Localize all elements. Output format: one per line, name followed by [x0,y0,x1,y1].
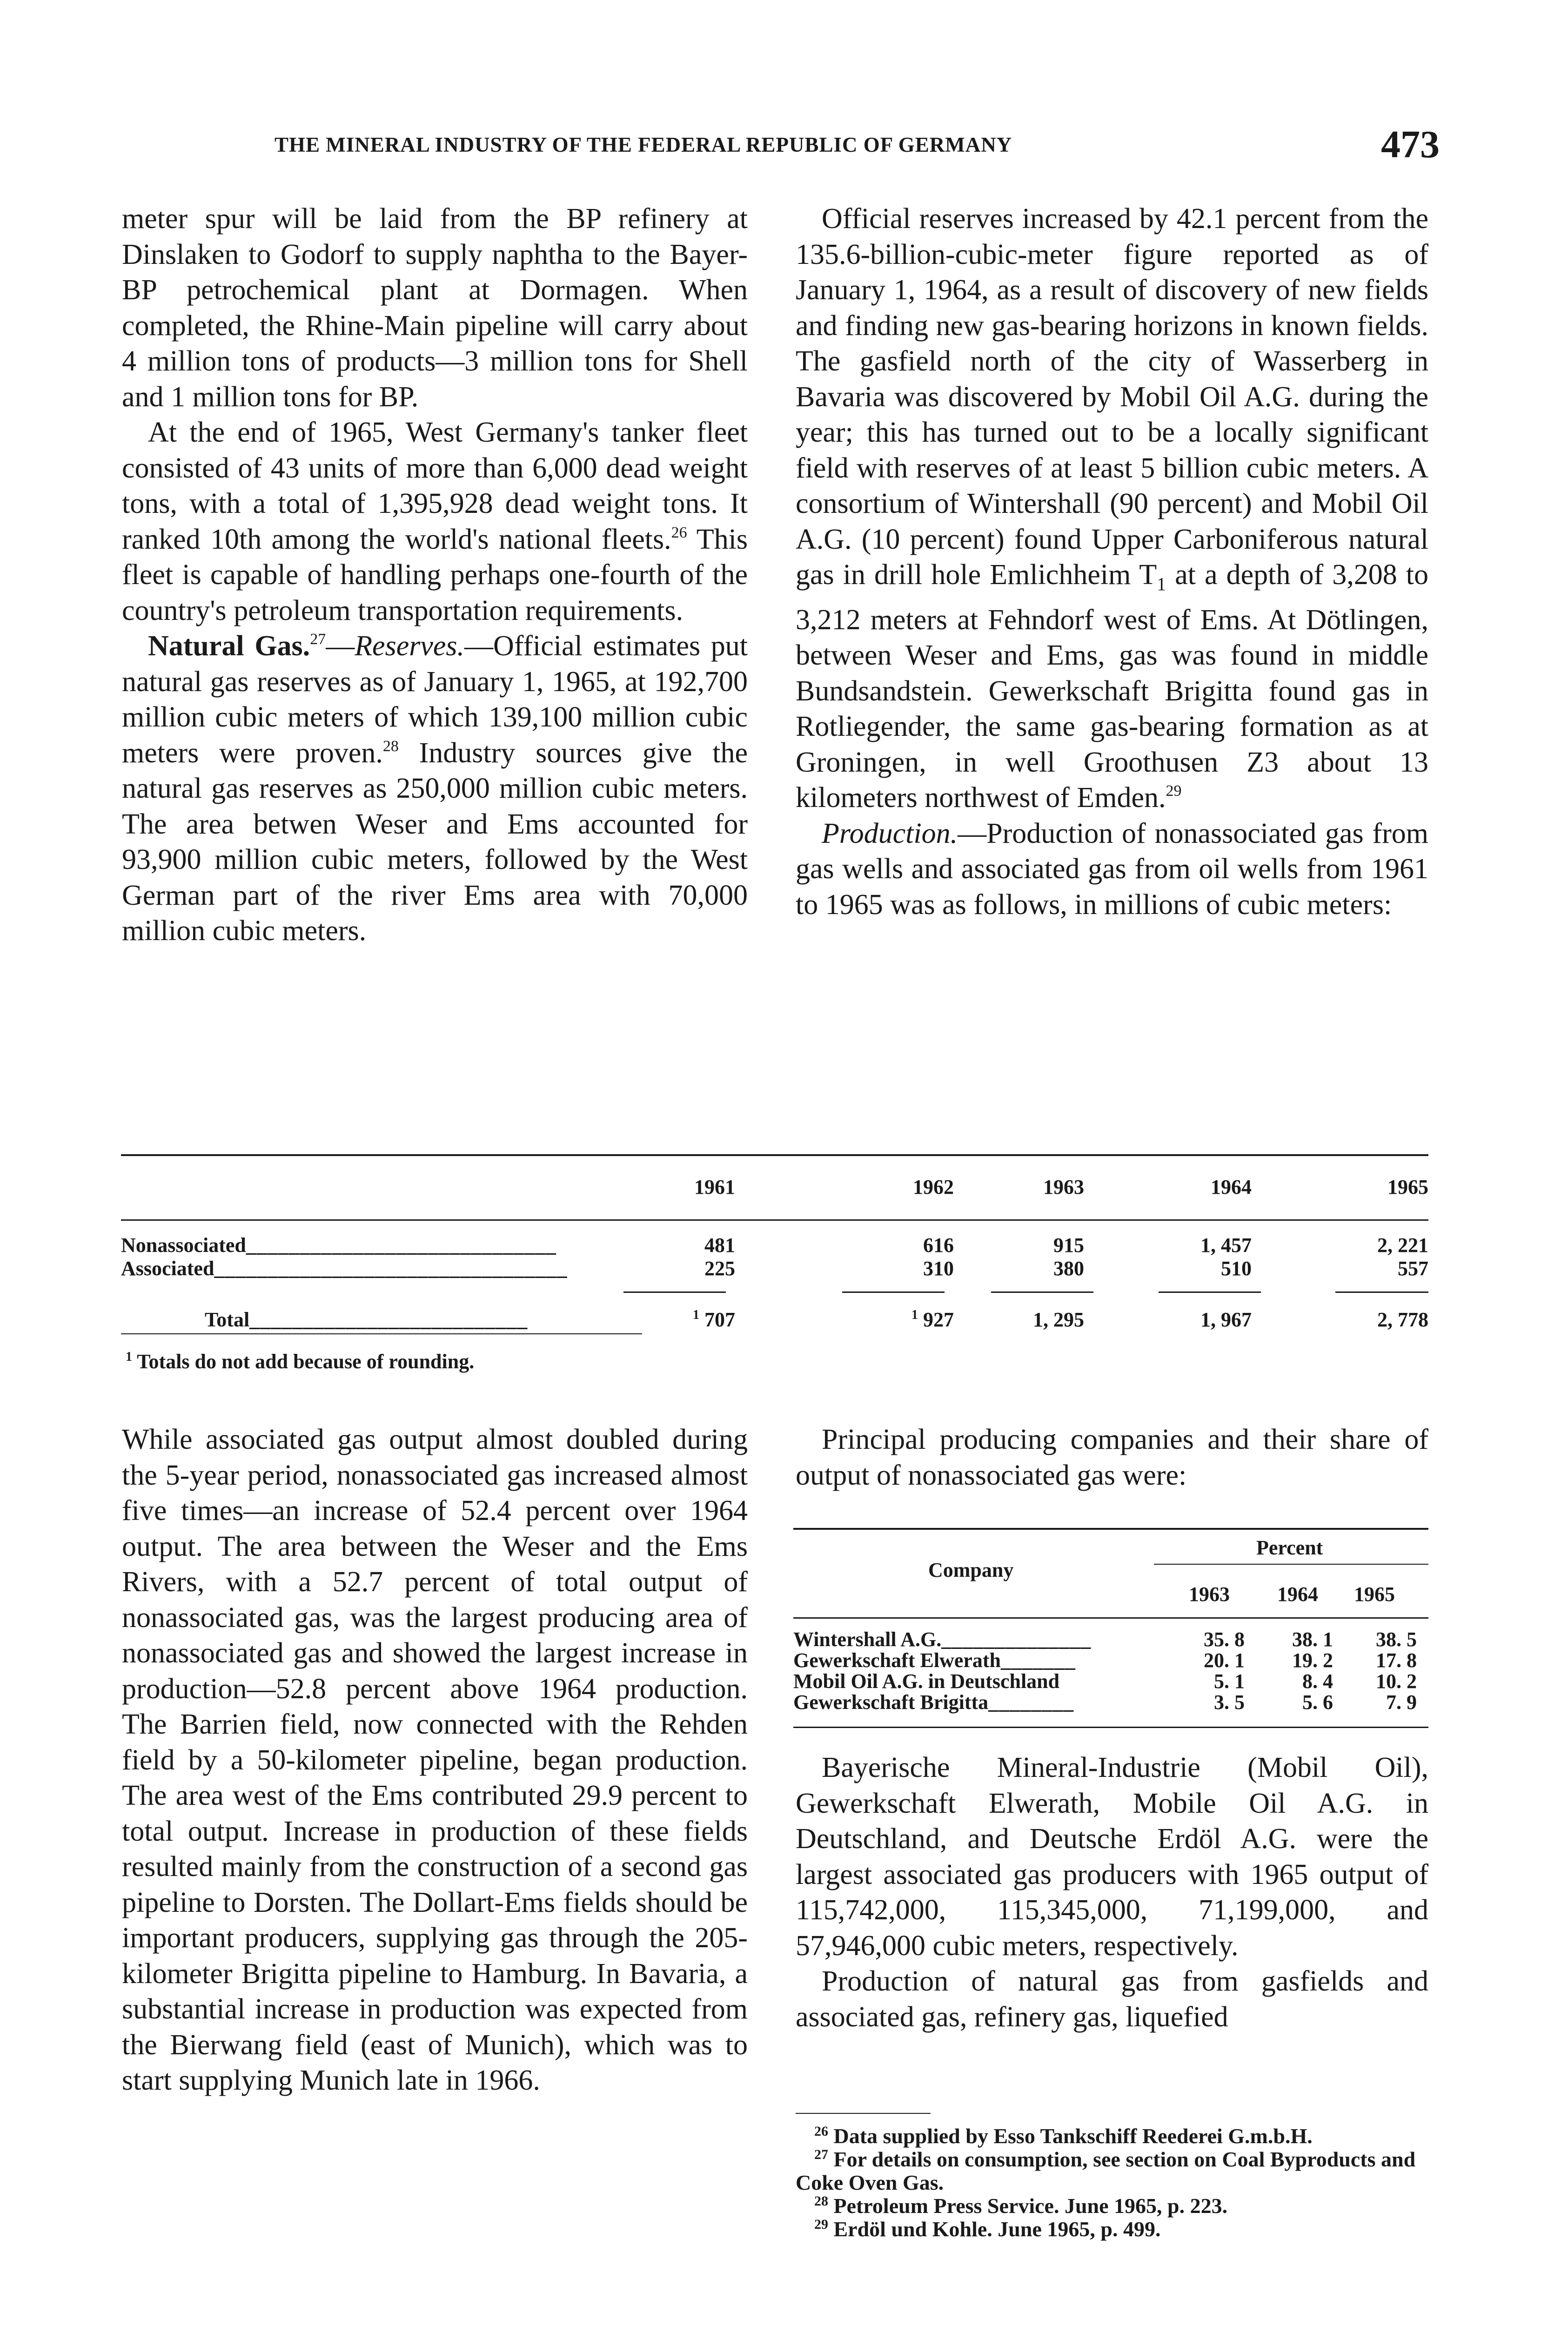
table-rule [793,1617,1428,1619]
text: Industry sources give the natural gas reserves as 250,000 million cubic meters. The area betwen Weser and Ems accounted for 93,900 million cubic meters, followed by the West German part of the river Ems area with 70,000 million cubic meters. [122,737,748,947]
cell: 1, 295 [1033,1308,1084,1331]
table-row [793,1650,1428,1671]
row-label: Wintershall A.G.______________ [793,1628,1092,1651]
paragraph [122,628,748,949]
cell: 3. 5 [1214,1691,1245,1714]
table-footnote: $^1$ Totals do not add because of rounding. [126,1350,475,1373]
column-header: 1963 [1043,1176,1084,1198]
text: —Official estimates put natural gas reserves as of January 1, 1965, at 192,700 million cubic meters of which 139,100 million cubic meters were proven. [122,630,748,769]
column-header: Percent [1256,1536,1323,1559]
page-number: 473 [1381,123,1440,166]
table-row [793,1692,1428,1713]
cell: 225 [704,1257,735,1280]
footnotes [796,2125,1428,2241]
paragraph [796,816,1428,923]
table-rule [121,1219,1428,1221]
column-header: 1961 [694,1176,735,1198]
table-rule [793,1528,1428,1530]
text: at a depth of 3,208 to 3,212 meters at Fehndorf west of Ems. At Dötlingen, between Weser and Ems, gas was found in middle Bundsandstein. Gewerkschaft Brigitta found gas in Rotliegender, the same gas-bearing formation as at Groningen, in well Groothusen Z3 about 13 kilometers northwest of Emden. [796,559,1428,814]
cell: 38. 1 [1292,1628,1333,1651]
table-rule [1154,1564,1428,1565]
footnote-ref: 26 [671,524,687,541]
cell: $^1$ 707 [693,1308,735,1331]
right-column-bottom [796,1422,1428,1493]
footnote: $^{26}$ Data supplied by Esso Tankschiff Reederei G.m.b.H. [814,2124,1313,2148]
cell: 2, 778 [1377,1308,1428,1331]
footnote-ref: 28 [382,737,399,755]
paragraph: meter spur will be laid from the BP refinery at Dinslaken to Godorf to supply naphtha to the Bayer-BP petrochemical plant at Dormagen. When completed, the Rhine-Main pipeline will carry about 4 million tons of products—3 million tons for Shell and 1 million tons for BP. [122,203,748,413]
row-label: Nonassociated_____________________________ [121,1234,556,1257]
cell: 1, 967 [1200,1308,1252,1331]
cell: 7. 9 [1386,1691,1417,1714]
cell: 481 [704,1234,735,1257]
text: At the end of 1965, West Germany's tanker fleet consisted of 43 units of more than 6,000 dead weight tons, with a total of 1,395,928 dead weight tons. It ranked 10th among the world's national fleets. [122,417,748,555]
subscript: 1 [1157,573,1166,595]
paragraph: While associated gas output almost doubled during the 5-year period, nonassociated gas increased almost five times—an increase of 52.4 percent over 1964 output. The area between the Weser and the Ems Rivers, with a 52.7 percent of total output of nonassociated gas, was the largest producing area of nonassociated gas and showed the largest increase in production—52.8 percent above 1964 production. The Barrien field, now connected with the Rehden field by a 50-kilometer pipeline, began production. The area west of the Ems contributed 29.9 percent to total output. Increase in production of these fields resulted mainly from the construction of a second gas pipeline to Dorsten. The Dollart-Ems fields should be important producers, supplying gas through the 205-kilometer Brigitta pipeline to Hamburg. In Bavaria, a substantial increase in production was expected from the Bierwang field (east of Munich), which was to start supplying Munich late in 1966. [122,1424,748,2096]
paragraph: Bayerische Mineral-Industrie (Mobil Oil), Gewerkschaft Elwerath, Mobile Oil A.G. in Deutschland, and Deutsche Erdöl A.G. were the largest associated gas producers with 1965 output of 115,742,000, 115,345,000, 71,199,000, and 57,946,000 cubic meters, respectively. [796,1752,1428,1962]
table-rule [121,1154,1428,1156]
text: This fleet is capable of handling perhaps one-fourth of the country's petroleum transportation requirements. [122,523,748,626]
column-header: Company [928,1559,1014,1581]
cell: 557 [1398,1257,1428,1280]
subsection-heading: Production. [822,817,958,849]
row-label: Total__________________________ [205,1308,528,1331]
cell: 2, 221 [1377,1234,1428,1257]
total-rule [842,1291,945,1293]
cell: 380 [1053,1257,1084,1280]
subsection-heading: Reserves. [355,630,465,662]
row-label: Mobil Oil A.G. in Deutschland [793,1670,1060,1693]
paragraph: Production of natural gas from gasfields and associated gas, refinery gas, liquefied [796,1965,1428,2033]
cell: 19. 2 [1292,1649,1333,1672]
cell: 35. 8 [1204,1628,1245,1651]
footnote-ref: 27 [310,631,326,648]
cell: 915 [1053,1234,1084,1257]
footnote-rule [121,1333,642,1334]
section-heading: Natural Gas. [148,630,310,662]
table-rule [793,1727,1428,1728]
total-rule [1335,1291,1428,1293]
cell: 17. 8 [1376,1649,1417,1672]
cell: 1, 457 [1200,1234,1252,1257]
cell: 20. 1 [1204,1649,1245,1672]
left-column-bottom [122,1422,748,2098]
cell: $^1$ 927 [911,1308,954,1331]
footnote: $^{27}$ For details on consumption, see section on Coal Byproducts and Coke Oven Gas. [796,2147,1416,2194]
cell: 10. 2 [1376,1670,1417,1693]
paragraph [122,415,748,628]
row-label: Gewerkschaft Elwerath_______ [793,1649,1076,1672]
total-rule [991,1291,1093,1293]
footnote: $^{28}$ Petroleum Press Service. June 1965, p. 223. [814,2193,1228,2218]
text: — [326,630,355,662]
table-row [793,1671,1428,1692]
column-header: 1963 [1189,1583,1230,1606]
company-rows [793,1629,1428,1713]
row-label: Gewerkschaft Brigitta________ [793,1691,1074,1714]
text: —Production of nonassociated gas from gas wells and associated gas from oil wells from 1961 to 1965 was as follows, in millions of cubic meters: [796,817,1428,921]
cell: 616 [923,1234,954,1257]
footnote-rule [796,2113,931,2114]
total-rule [623,1291,726,1293]
right-column-top [796,201,1428,922]
cell: 5. 1 [1214,1670,1245,1693]
running-title: THE MINERAL INDUSTRY OF THE FEDERAL REPUBLIC OF GERMANY [275,133,1012,156]
cell: 310 [923,1257,954,1280]
total-rule [1159,1291,1261,1293]
footnote: $^{29}$ Erdöl und Kohle. June 1965, p. 499. [814,2217,1161,2241]
column-header: 1964 [1211,1176,1252,1198]
table-row [793,1629,1428,1650]
text: Official reserves increased by 42.1 percent from the 135.6-billion-cubic-meter figure reported as of January 1, 1964, as a result of discovery of new fields and finding new gas-bearing horizons in known fields. The gasfield north of the city of Wasserberg in Bavaria was discovered by Mobil Oil A.G. during the year; this has turned out to be a locally significant field with reserves of at least 5 billion cubic meters. A consortium of Wintershall (90 percent) and Mobil Oil A.G. (10 percent) found Upper Carboniferous natural gas in drill hole Emlichheim T [796,203,1428,591]
paragraph [796,201,1428,816]
cell: 5. 6 [1302,1691,1333,1714]
column-header: 1965 [1354,1583,1395,1606]
footnote-ref: 29 [1166,782,1182,800]
paragraph: Principal producing companies and their share of output of nonassociated gas were: [796,1424,1428,1491]
left-column-top [122,201,748,949]
cell: 8. 4 [1302,1670,1333,1693]
right-column-bottom-cont [796,1750,1428,2035]
column-header: 1965 [1387,1176,1428,1198]
cell: 38. 5 [1376,1628,1417,1651]
cell: 510 [1221,1257,1252,1280]
column-header: 1962 [913,1176,954,1198]
row-label: Associated_________________________________ [121,1257,568,1280]
column-header: 1964 [1277,1583,1318,1606]
